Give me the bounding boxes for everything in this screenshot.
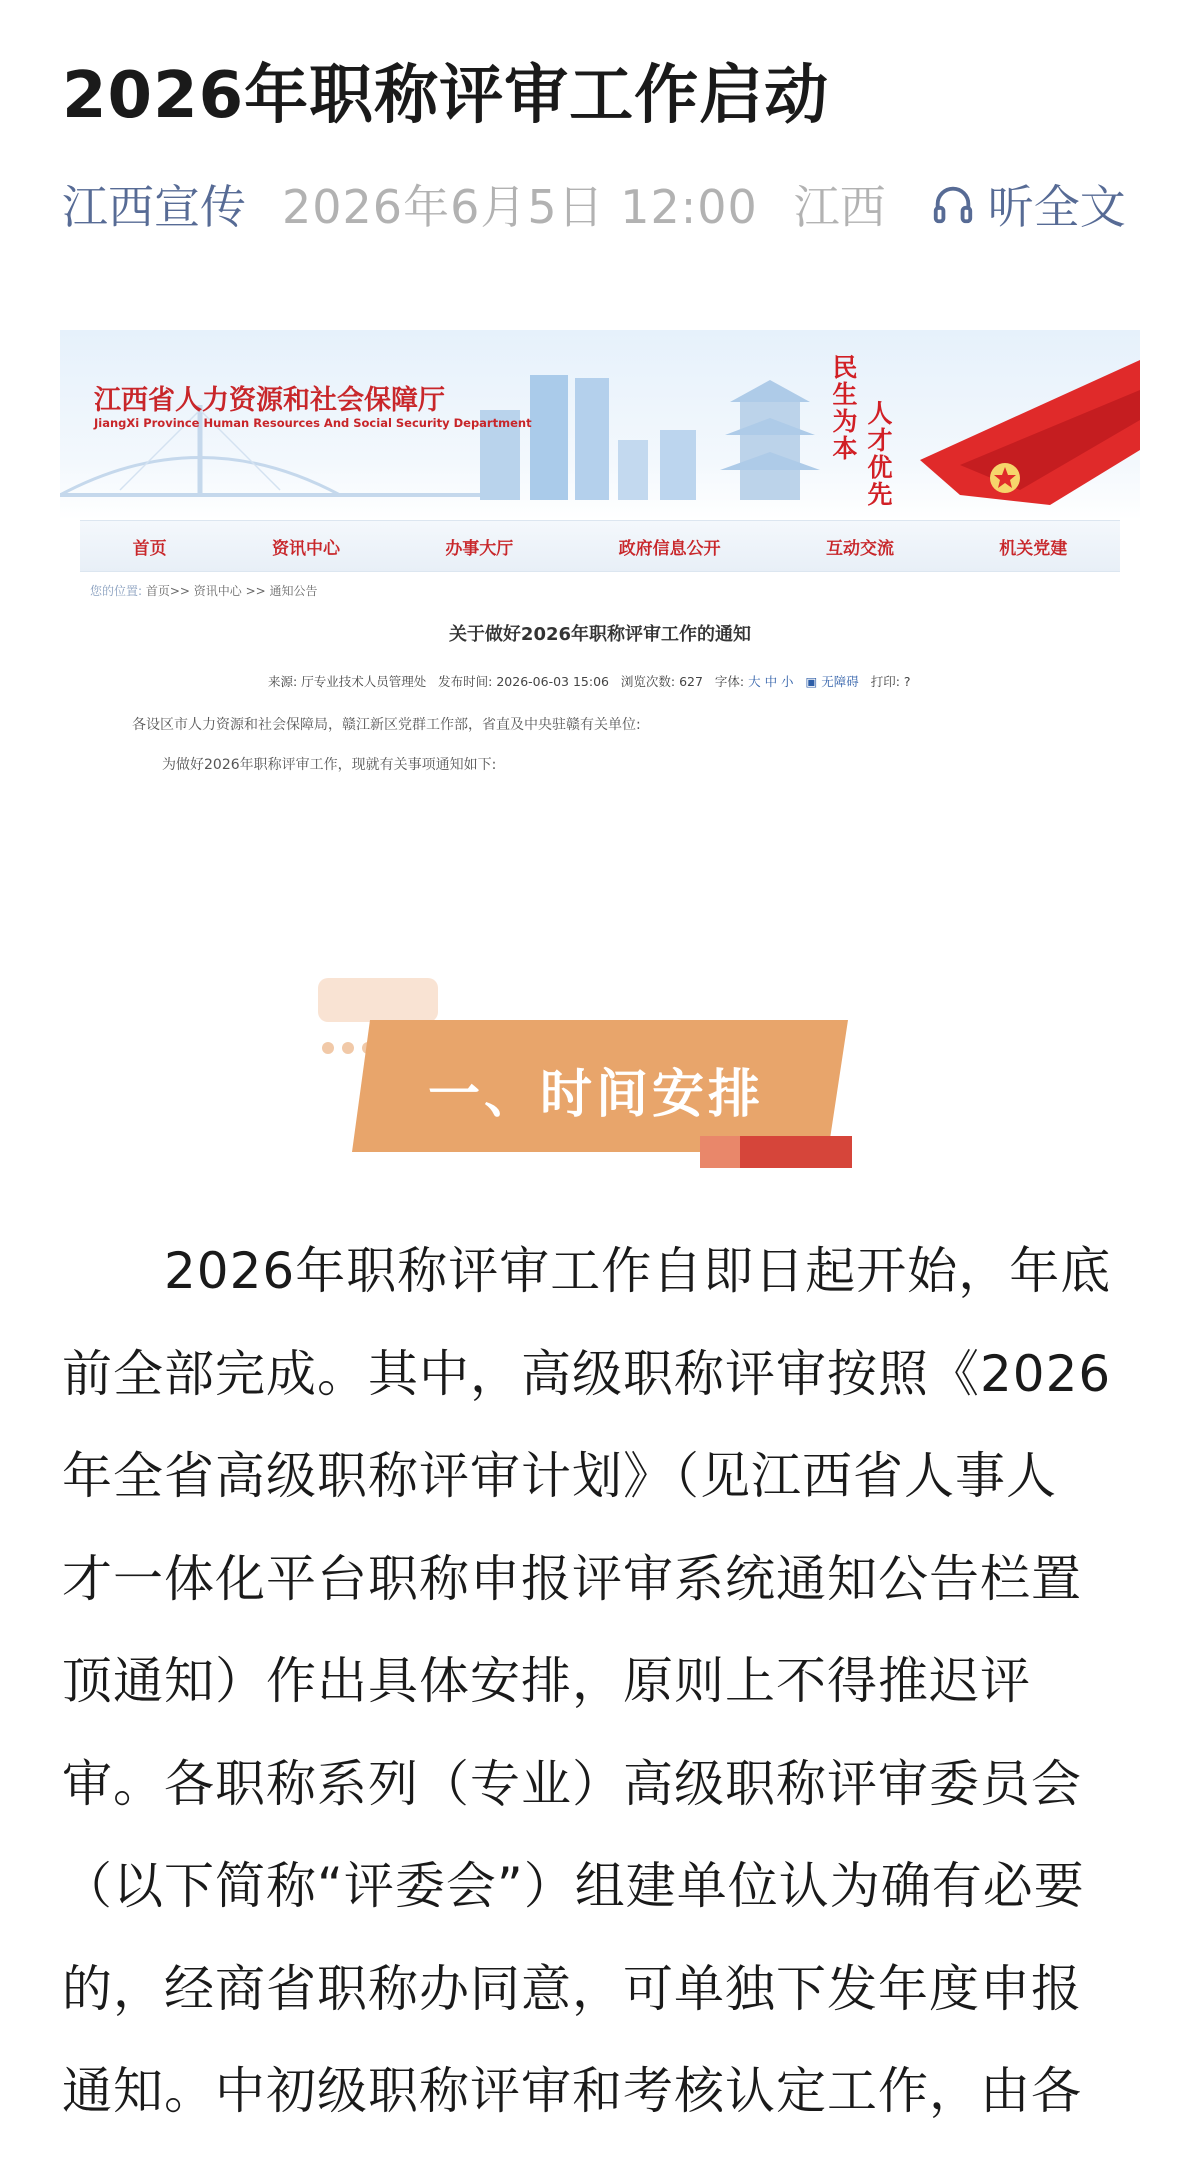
body-line: 年全省高级职称评审计划》（见江西省人事人 bbox=[62, 1447, 1057, 1505]
breadcrumb-label: 您的位置: bbox=[90, 584, 143, 598]
notice-paragraph-1: 各设区市人力资源和社会保障局，赣江新区党群工作部，省直及中央驻赣有关单位: bbox=[132, 717, 641, 733]
section-heading-banner bbox=[300, 960, 860, 1180]
nav-news-center[interactable]: 资讯中心 bbox=[271, 538, 340, 559]
font-size-options[interactable]: 大 中 小 bbox=[748, 674, 794, 689]
article-meta bbox=[62, 176, 1126, 232]
listen-button[interactable] bbox=[930, 171, 1126, 237]
nav-party[interactable]: 机关党建 bbox=[999, 538, 1068, 559]
info-views-label: 浏览次数: bbox=[620, 674, 676, 689]
slogan-2: 人才优先 bbox=[864, 400, 893, 508]
site-banner bbox=[60, 330, 1140, 520]
nav-home[interactable]: 首页 bbox=[132, 538, 167, 559]
breadcrumb-path[interactable]: 首页>> 资讯中心 >> 通知公告 bbox=[145, 584, 318, 598]
dept-name-en: JiangXi Province Human Resources And Social Security Department bbox=[94, 416, 532, 430]
accessibility-link[interactable]: 无障碍 bbox=[821, 674, 859, 689]
listen-label: 听全文 bbox=[987, 180, 1126, 234]
notice-title: 关于做好2026年职称评审工作的通知 bbox=[448, 624, 752, 645]
accessibility-icon[interactable]: ▣ bbox=[805, 674, 818, 689]
info-views: 627 bbox=[679, 674, 703, 689]
breadcrumb bbox=[90, 582, 318, 599]
slogan-1: 民生为本 bbox=[829, 354, 858, 462]
body-line: 2026年职称评审工作自即日起开始，年底 bbox=[164, 1242, 1112, 1300]
article-title: 2026年职称评审工作启动 bbox=[62, 59, 830, 133]
body-line: 才一体化平台职称申报评审系统通知公告栏置 bbox=[62, 1549, 1082, 1608]
notice-paragraph-2: 为做好2026年职称评审工作，现就有关事项通知如下: bbox=[162, 757, 497, 773]
publish-region: 江西 bbox=[793, 180, 886, 234]
embedded-notice-screenshot[interactable] bbox=[60, 330, 1140, 790]
nav-service-hall[interactable]: 办事大厅 bbox=[445, 538, 514, 559]
info-date: 2026-06-03 15:06 bbox=[496, 674, 609, 689]
body-line: 审。各职称系列（专业）高级职称评审委员会 bbox=[62, 1754, 1082, 1813]
body-line: 通知。中初级职称评审和考核认定工作，由各 bbox=[62, 2062, 1082, 2120]
print-button[interactable]: ? bbox=[903, 674, 911, 689]
info-source: 厅专业技术人员管理处 bbox=[301, 674, 427, 689]
site-nav bbox=[80, 520, 1120, 572]
publish-time: 2026年6月5日 12:00 bbox=[282, 180, 758, 234]
section-heading: 一、时间安排 bbox=[428, 1065, 765, 1125]
article-body bbox=[62, 1220, 1142, 2143]
info-source-label: 来源: bbox=[268, 674, 298, 689]
headphones-icon bbox=[930, 181, 976, 227]
body-line: （以下简称“评委会”）组建单位认为确有必要 bbox=[62, 1857, 1085, 1915]
account-name-link[interactable]: 江西宣传 bbox=[62, 180, 246, 234]
info-font-label: 字体: bbox=[714, 674, 745, 689]
body-line: 的，经商省职称办同意，可单独下发年度申报 bbox=[62, 1959, 1082, 2018]
info-date-label: 发布时间: bbox=[438, 674, 493, 689]
notice-info bbox=[268, 672, 911, 690]
body-line: 前全部完成。其中，高级职称评审按照《2026 bbox=[62, 1344, 1112, 1403]
info-print-label: 打印: bbox=[870, 674, 900, 689]
dept-name: 江西省人力资源和社会保障厅 bbox=[94, 385, 445, 416]
nav-gov-info[interactable]: 政府信息公开 bbox=[618, 538, 721, 559]
body-line: 顶通知）作出具体安排，原则上不得推迟评 bbox=[62, 1652, 1031, 1710]
nav-interaction[interactable]: 互动交流 bbox=[825, 538, 894, 559]
